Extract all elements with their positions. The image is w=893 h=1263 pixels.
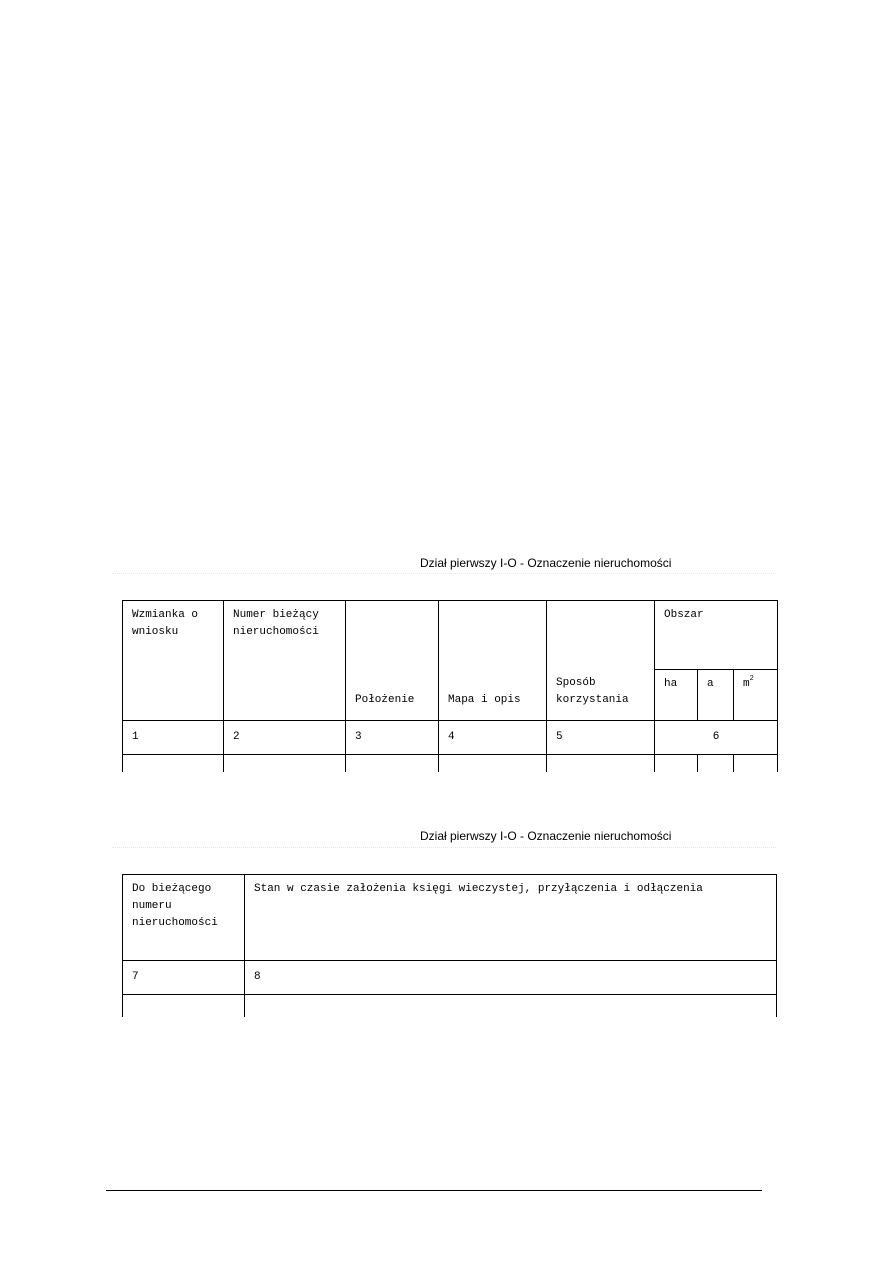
footer-rule (106, 1190, 762, 1191)
header-area-m-label: m (743, 678, 750, 690)
section2-title-rule (112, 847, 776, 848)
section1-title: Dział pierwszy I-O - Oznaczenie nieruchomości (420, 556, 672, 570)
entry-cell-2 (224, 755, 346, 772)
entry-cell-a (698, 755, 734, 772)
number-cell-3: 3 (346, 721, 439, 755)
header-property-number: Numer bieżący nieruchomości (224, 601, 346, 721)
header-map-description: Mapa i opis (439, 601, 547, 721)
section2-title: Dział pierwszy I-O - Oznaczenie nieruchomości (420, 829, 672, 843)
header-property-ref: Do bieżącego numeru nieruchomości (123, 875, 245, 961)
entry-cell-ha (655, 755, 698, 772)
header-area-m2 (734, 670, 778, 721)
header-state-description: Stan w czasie założenia księgi wieczystej, przyłączenia i odłączenia (245, 875, 777, 961)
section1-title-rule (112, 573, 776, 574)
header-location: Położenie (346, 601, 439, 721)
header-area-a: a (698, 670, 734, 721)
entry-cell-5 (547, 755, 655, 772)
header-usage: Sposób korzystania (547, 601, 655, 721)
number-cell-6: 6 (655, 721, 778, 755)
entry-cell-3 (346, 755, 439, 772)
entry-cell-m2 (734, 755, 778, 772)
property-designation-table (122, 600, 778, 772)
header-area-ha: ha (655, 670, 698, 721)
number-cell-7: 7 (123, 961, 245, 995)
number-cell-4: 4 (439, 721, 547, 755)
header-application-note: Wzmianka o wniosku (123, 601, 224, 721)
entry-cell-4 (439, 755, 547, 772)
property-state-table (122, 874, 777, 1017)
number-cell-2: 2 (224, 721, 346, 755)
entry-cell-1 (123, 755, 224, 772)
entry-cell-7 (123, 995, 245, 1017)
number-cell-1: 1 (123, 721, 224, 755)
number-cell-8: 8 (245, 961, 777, 995)
number-cell-5: 5 (547, 721, 655, 755)
header-area-m-sup: 2 (749, 675, 754, 683)
entry-cell-8 (245, 995, 777, 1017)
header-area: Obszar (655, 601, 778, 670)
